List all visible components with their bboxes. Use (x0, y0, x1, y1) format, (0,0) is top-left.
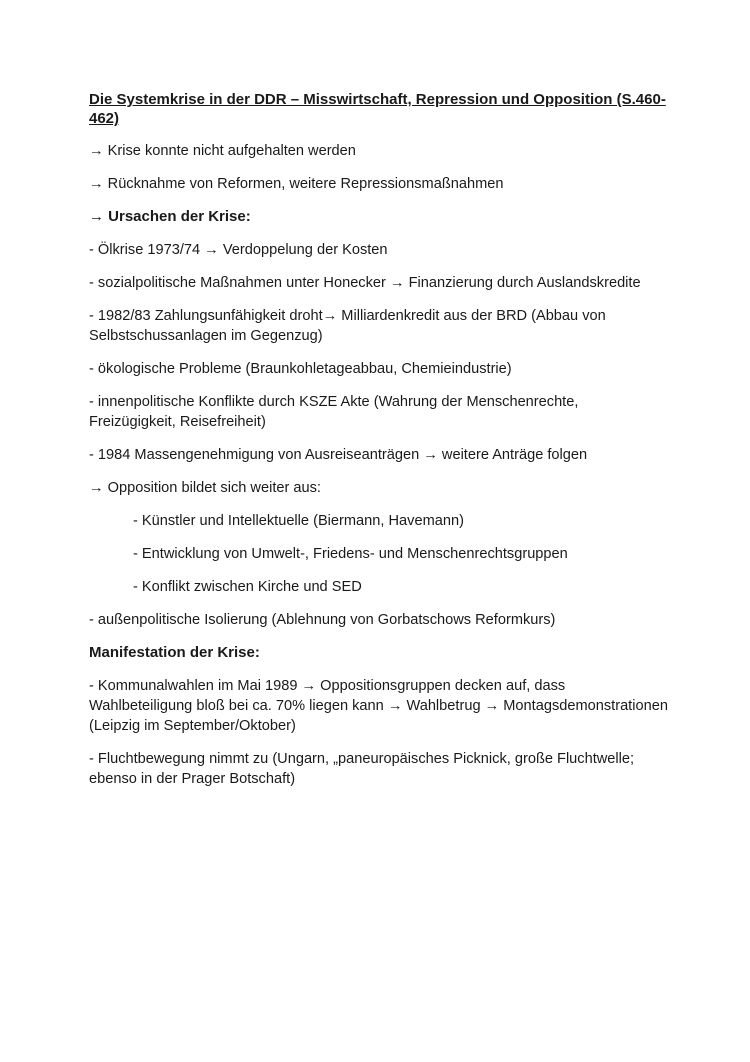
manifestation-item: - Kommunalwahlen im Mai 1989 → Oppositionsgruppen decken auf, dass Wahlbeteiligung bloß bei ca. 70% liegen kann → Wahlbetrug → Montagsdemonstrationen (Leipzig im September/Oktober) (89, 678, 668, 734)
manifestation-item: - Fluchtbewegung nimmt zu (Ungarn, „paneuropäisches Picknick, große Fluchtwelle; ebenso in der Prager Botschaft) (89, 751, 635, 787)
cause-item: - Ölkrise 1973/74 → Verdoppelung der Kosten (89, 242, 388, 258)
cause-item: - 1984 Massengenehmigung von Ausreiseanträgen → weitere Anträge folgen (89, 447, 588, 463)
opposition-item: - Konflikt zwischen Kirche und SED (133, 579, 362, 595)
text-line: → Krise konnte nicht aufgehalten werden (89, 143, 356, 159)
foreign-policy-item: - außenpolitische Isolierung (Ablehnung von Gorbatschows Reformkurs) (89, 612, 556, 628)
opposition-item: - Entwicklung von Umwelt-, Friedens- und Menschenrechtsgruppen (133, 546, 568, 562)
document-body (89, 90, 669, 802)
cause-item: → Opposition bildet sich weiter aus: (89, 480, 321, 496)
section-heading-manifestation: Manifestation der Krise: (89, 644, 260, 661)
document-title: Die Systemkrise in der DDR – Misswirtschaft, Repression und Opposition (S.460-462) (89, 91, 666, 127)
cause-item: - innenpolitische Konflikte durch KSZE Akte (Wahrung der Menschenrechte, Freizügigkeit, Reisefreiheit) (89, 394, 579, 430)
text-line: → Rücknahme von Reformen, weitere Repressionsmaßnahmen (89, 176, 504, 192)
cause-item: - 1982/83 Zahlungsunfähigkeit droht→ Milliardenkredit aus der BRD (Abbau von Selbstschussanlagen im Gegenzug) (89, 308, 606, 344)
cause-item: - ökologische Probleme (Braunkohletageabbau, Chemieindustrie) (89, 361, 512, 377)
section-heading-causes: → Ursachen der Krise: (89, 208, 251, 225)
cause-item: - sozialpolitische Maßnahmen unter Honecker → Finanzierung durch Auslandskredite (89, 275, 641, 291)
opposition-item: - Künstler und Intellektuelle (Biermann, Havemann) (133, 513, 464, 529)
